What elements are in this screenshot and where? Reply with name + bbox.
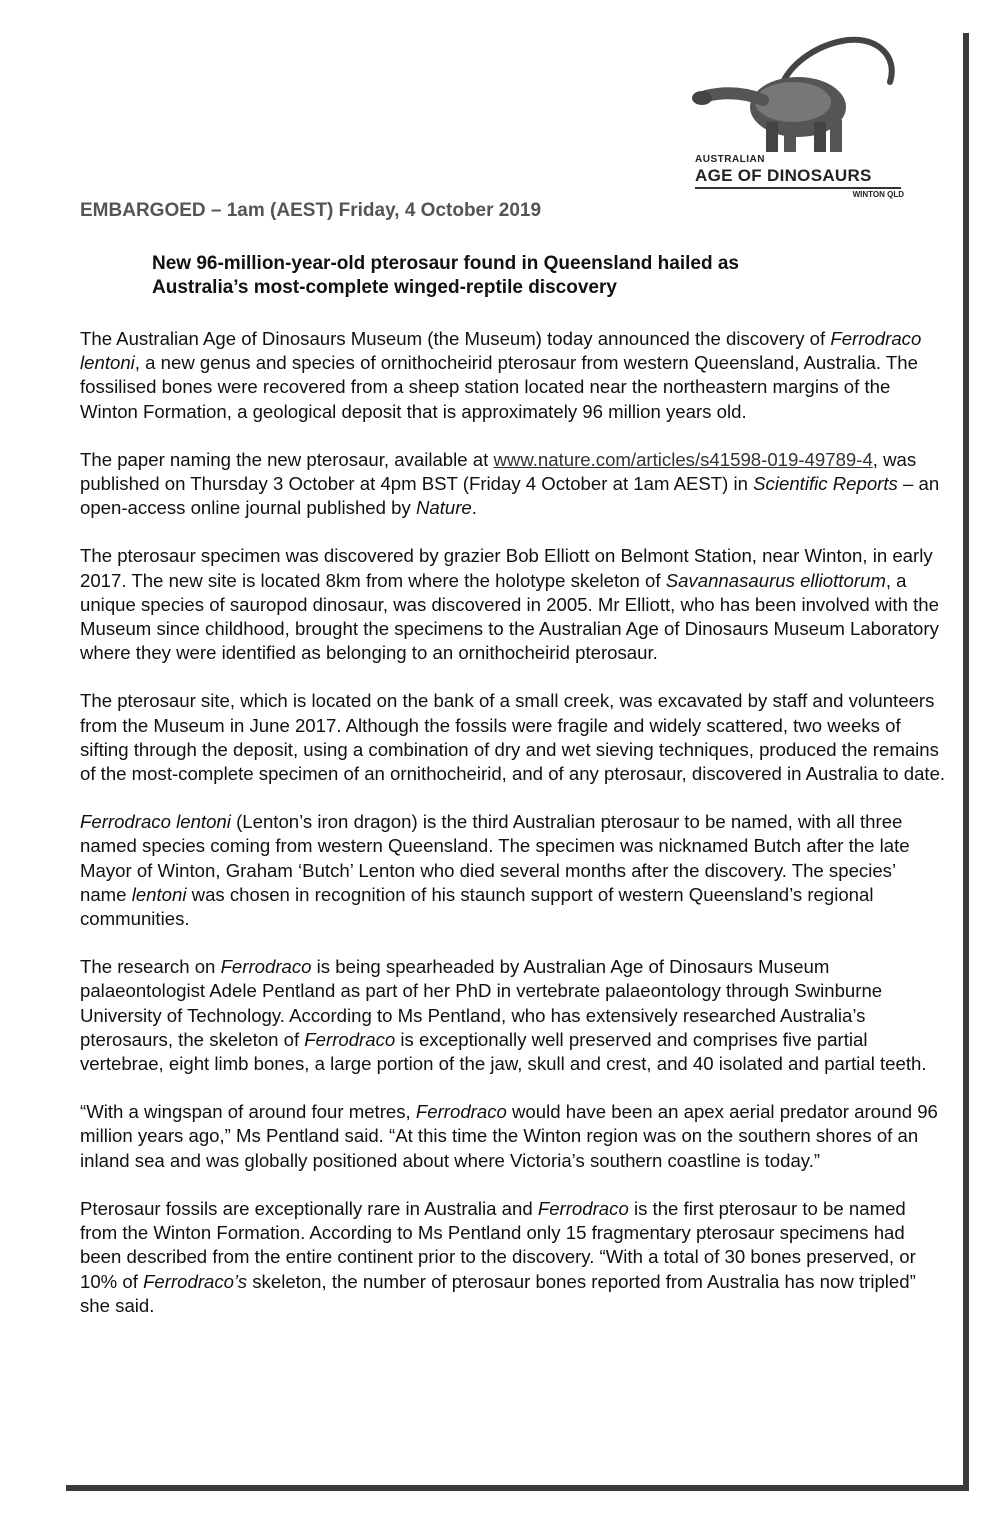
- text-span: , a unique species of sauropod dinosaur, was discovered in 2005. Mr Elliott, who has been involved with the Museum since childhood, brought the specimens to the Australian Age of Dinosaurs Museum Laboratory where they were identified as belonging to an ornithocheirid pterosaur.: [80, 569, 939, 664]
- publisher-name: Nature: [415, 497, 472, 519]
- genus-name: Ferrodraco: [415, 1101, 507, 1123]
- logo-line-winton: WINTON QLD: [852, 190, 904, 199]
- headline-line-2: Australia’s most-complete winged-reptile discovery: [152, 277, 617, 298]
- species-name: Ferrodraco lentoni: [80, 811, 231, 833]
- journal-name: Scientific Reports: [753, 473, 898, 495]
- species-name: Savannasaurus elliottorum: [665, 569, 886, 591]
- text-span: , was published on Thursday 3 October at 4pm BST (Friday 4 October at 1am AEST) in: [80, 448, 917, 495]
- genus-name: Ferrodraco: [304, 1028, 396, 1050]
- paragraph-8: [80, 1197, 946, 1318]
- page-shadow-right: [963, 33, 969, 1491]
- article-body: [80, 327, 946, 1342]
- genus-name: Ferrodraco’s: [143, 1270, 248, 1292]
- text-span: – an open-access online journal published by: [80, 473, 940, 519]
- paragraph-3: [80, 544, 946, 665]
- logo-line-australian: AUSTRALIAN: [695, 154, 765, 165]
- text-span: The pterosaur specimen was discovered by grazier Bob Elliott on Belmont Station, near Winton, in early 2017. The new site is located 8km from where the holotype skeleton of: [80, 545, 933, 591]
- text-span: is being spearheaded by Australian Age of Dinosaurs Museum palaeontologist Adele Pentland as part of her PhD in vertebrate palaeontology through Swinburne University of Technology. According to Ms Pentland, who has extensively researched Australia’s pterosaurs, the skeleton of: [80, 956, 883, 1050]
- paragraph-7: [80, 1100, 946, 1173]
- text-span: .: [471, 497, 477, 519]
- paragraph-1: [80, 327, 946, 424]
- headline-line-1: New 96-million-year-old pterosaur found in Queensland hailed as: [152, 253, 739, 274]
- text-span: is exceptionally well preserved and comprises five partial vertebrae, eight limb bones, a large portion of the jaw, skull and crest, and 40 isolated and partial teeth.: [80, 1028, 927, 1075]
- text-span: The paper naming the new pterosaur, available at: [80, 448, 494, 470]
- headline: [152, 252, 852, 300]
- species-name: Ferrodraco lentoni: [80, 328, 922, 374]
- text-span: , a new genus and species of ornithocheirid pterosaur from western Queensland, Australia. The fossilised bones were recovered from a sheep station located near the northeastern margins of the Winton Formation, a geological deposit that is approximately 96 million years old.: [80, 352, 918, 422]
- species-epithet: lentoni: [131, 883, 187, 905]
- embargo-notice: EMBARGOED – 1am (AEST) Friday, 4 October 2019: [80, 200, 542, 221]
- page-shadow-bottom: [66, 1485, 969, 1491]
- text-span: (Lenton’s iron dragon) is the third Australian pterosaur to be named, with all three named species coming from western Queensland. The specimen was nicknamed Butch after the late Mayor of Winton, Graham ‘Butch’ Lenton who died several months after the discovery. The species’ name: [80, 811, 910, 905]
- logo-rule: [695, 187, 901, 189]
- text-span: skeleton, the number of pterosaur bones reported from Australia has now tripled” she said.: [80, 1270, 916, 1316]
- paragraph-2: [80, 448, 946, 521]
- genus-name: Ferrodraco: [220, 956, 312, 978]
- text-span: The Australian Age of Dinosaurs Museum (the Museum) today announced the discovery of: [80, 328, 831, 349]
- text-span: would have been an apex aerial predator around 96 million years ago,” Ms Pentland said. “At this time the Winton region was on the southern shores of an inland sea and was globally positioned about where Victoria’s southern coastline is today.”: [80, 1101, 938, 1171]
- paragraph-4: The pterosaur site, which is located on the bank of a small creek, was excavated by staff and volunteers from the Museum in June 2017. Although the fossils were fragile and widely scattered, two weeks of sifting through the deposit, using a combination of dry and wet sieving techniques, produced the remains of the most-complete specimen of an ornithocheirid, and of any pterosaur, discovered in Australia to date.: [80, 690, 946, 785]
- paragraph-5: [80, 810, 946, 931]
- paragraph-6: [80, 955, 946, 1076]
- genus-name: Ferrodraco: [537, 1197, 629, 1219]
- text-span: Pterosaur fossils are exceptionally rare in Australia and: [80, 1197, 538, 1219]
- text-span: was chosen in recognition of his staunch support of western Queensland’s regional communities.: [80, 883, 874, 930]
- text-span: “With a wingspan of around four metres,: [80, 1101, 416, 1123]
- sauropod-dinosaur-icon: [688, 22, 906, 157]
- text-span: The research on: [80, 956, 221, 978]
- logo-line-age-of-dinosaurs: AGE OF DINOSAURS: [695, 166, 872, 185]
- age-of-dinosaurs-logo: [688, 22, 906, 202]
- paper-link[interactable]: www.nature.com/articles/s41598-019-49789-4: [493, 448, 873, 470]
- text-span: is the first pterosaur to be named from the Winton Formation. According to Ms Pentland only 15 fragmentary pterosaur specimens had been described from the entire continent prior to the discovery. “With a total of 30 bones preserved, or 10% of: [80, 1197, 916, 1292]
